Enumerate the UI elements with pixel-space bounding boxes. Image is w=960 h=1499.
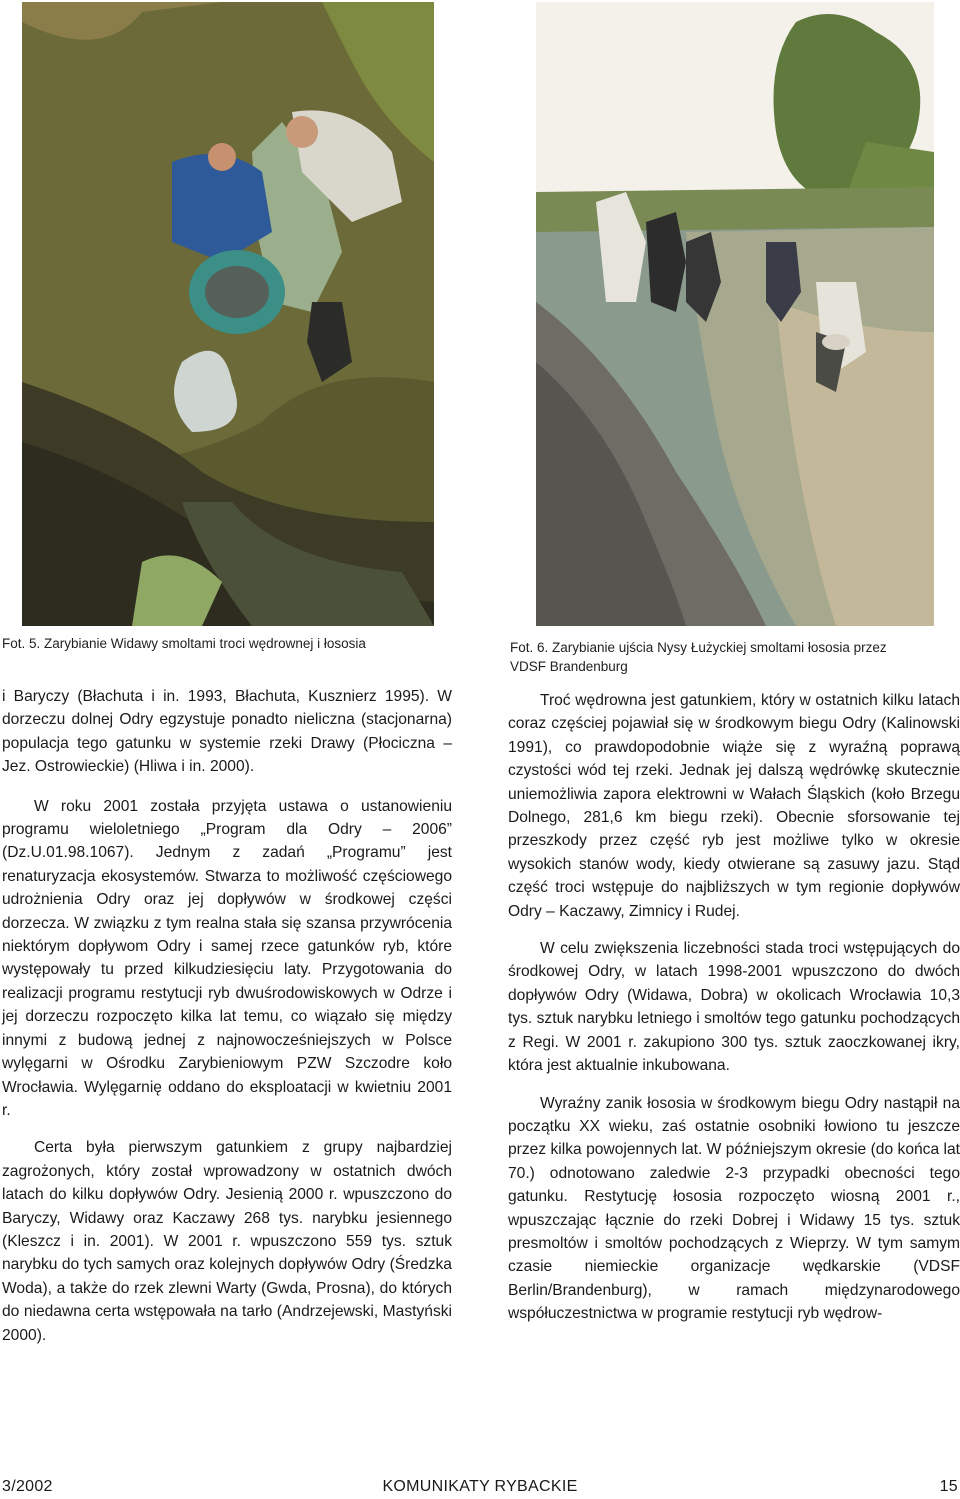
footer-journal-title: KOMUNIKATY RYBACKIE [382,1478,578,1495]
caption-fig6 [510,638,960,676]
right-paragraph-2: W celu zwiększenia liczebności stada troci wstępujących do środkowej Odry, w latach 1998-2001 wpuszczono do dwóch dopływów Odry (Widawa, Dobra) w okolicach Wrocławia 10,3 tys. sztuk narybku letniego i smoltów tego gatunku pochodzących z Regi. W 2001 r. zakupiono 300 tys. sztuk zaoczkowanej ikry, która jest aktualnie inkubowana. [508,940,960,1075]
caption-fig5: Fot. 5. Zarybianie Widawy smoltami troci wędrownej i łososia [2,636,366,651]
footer-page-number: 15 [939,1478,958,1495]
right-paragraph-1: Troć wędrowna jest gatunkiem, który w ostatnich kilku latach coraz częściej pojawiał się w środkowym biegu Odry (Kalinowski 1991), co prawdopodobnie wiąże się z wyraźną poprawą czystości wód tej rzeki. Jednak jej dalszą wędrówkę skutecznie uniemożliwia zapora elektrowni w Wałach Śląskich (koło Brzegu Dolnego, 281,6 km biegu rzeki). Obecnie sforsowanie tej przeszkody przez część ryb jest możliwe tylko w okresie wysokich stanów wody, kiedy otwierane są zasuwy jazu. Stąd część troci wstępuje do najbliższych w tym regionie dopływów Odry – Kaczawy, Zimnicy i Rudej. [508,692,960,920]
left-paragraph-2: W roku 2001 została przyjęta ustawa o ustanowieniu programu wieloletniego „Program dla Odry – 2006” (Dz.U.01.98.1067). Jednym z zadań „Programu” jest renaturyzacja ekosystemów. Stwarza to możliwość częściowego udrożnienia Odry oraz jej dopływów w środkowej części dorzecza. W związku z tym realna stała się szansa przywrócenia niektórym dopływom Odry i samej rzece gatunków ryb, które występowały tu przed kilkudziesięciu laty. Przygotowania do realizacji programu restytucji ryb dwuśrodowiskowych w Odrze i jej dorzeczu rozpoczęto kilka lat temu, co wiązało się między innymi z budową jednej z najnowocześniejszych w Polsce wylęgarni w Ośrodku Zarybieniowym PZW Szczodre koło Wrocławia. Wylęgarnię oddano do eksploatacji w kwietniu 2001 r. [2,797,452,1119]
left-paragraph-1: i Baryczy (Błachuta i in. 1993, Błachuta, Kusznierz 1995). W dorzeczu dolnej Odry egzystuje ponadto nieliczna (stacjonarna) populacja tego gatunku w systemie rzeki Drawy (Płociczna – Jez. Ostrowieckie) (Hliwa i in. 2000). [2,688,452,776]
photo-stocking-widawa [22,2,434,626]
photo-stocking-nysa [536,2,934,626]
text-column-left [2,685,452,1347]
caption-fig6-line1: Fot. 6. Zarybianie ujścia Nysy Łużyckiej smoltami łososia przez [510,640,887,655]
caption-fig6-line2: VDSF Brandenburg [510,659,628,674]
footer-issue-number: 3/2002 [2,1478,53,1495]
right-paragraph-3: Wyraźny zanik łososia w środkowym biegu Odry nastąpił na początku XX wieku, zaś ostatnie osobniki łowiono tu jeszcze przez kilka powojennych lat. W późniejszym okresie (do końca lat 70.) odnotowano zaledwie 2-3 przypadki obecności tego gatunku. Restytucję łososia rozpoczęto wiosną 2001 r., wpuszczając łącznie do rzeki Dobrej i Widawy 15 tys. sztuk presmoltów i smoltów pochodzących z Wieprzy. W tym samym czasie niemieckie organizacje wędkarskie (VDSF Berlin/Brandenburg), w ramach międzynarodowego współuczestnictwa w programie restytucji ryb wędrow- [508,1094,960,1323]
photo-stocking-nysa-image [536,2,934,626]
photo-stocking-widawa-image [22,2,434,626]
left-paragraph-3: Certa była pierwszym gatunkiem z grupy najbardziej zagrożonych, który został wprowadzony w ostatnich dwóch latach do kilku dopływów Odry. Jesienią 2000 r. wpuszczono do Baryczy, Widawy oraz Kaczawy 268 tys. narybku jesiennego (Kleszcz i in. 2001). W 2001 r. wpuszczono 559 tys. sztuk narybku do tych samych oraz kolejnych dopływów Odry (Średzka Woda), a także do rzek zlewni Warty (Gwda, Prosna), do których do niedawna certa wstępowała na tarło (Andrzejewski, Mastyński 2000). [2,1139,452,1344]
text-column-right [508,689,960,1326]
